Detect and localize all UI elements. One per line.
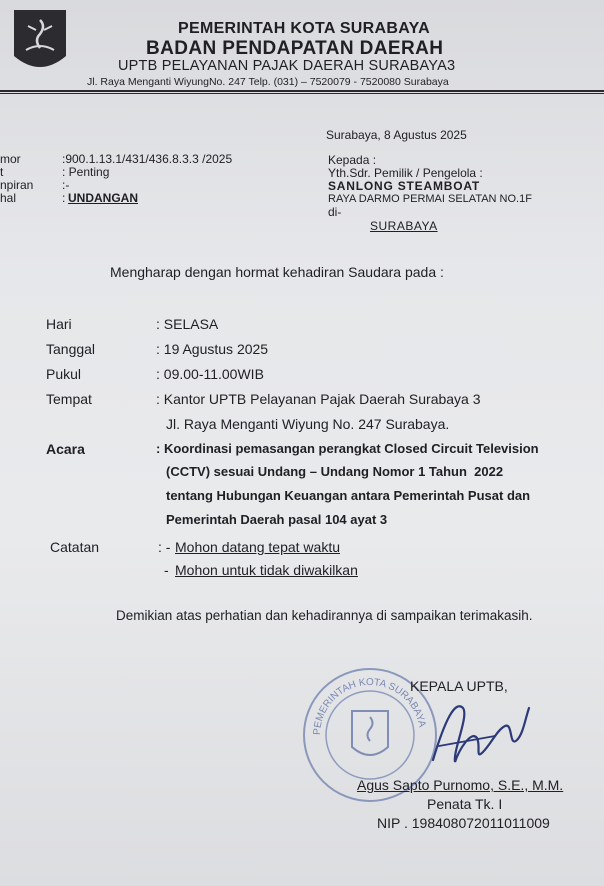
acara-line-2: (CCTV) sesuai Undang – Undang Nomor 1 Tahun 2022 — [166, 464, 504, 479]
acara-line-1: : Koordinasi pemasangan perangkat Closed Circuit Television — [156, 441, 539, 456]
recipient-name: SANLONG STEAMBOAT — [328, 179, 481, 193]
acara-line-3: tentang Hubungan Keuangan antara Pemerintah Pusat dan — [166, 488, 531, 503]
sifat-value: : Penting — [62, 165, 110, 179]
pukul-value: : 09.00-11.00WIB — [156, 366, 264, 382]
hal-label: hal — [0, 191, 17, 205]
letterhead-agency: BADAN PENDAPATAN DAERAH — [146, 38, 444, 59]
nomor-label: mor — [0, 152, 21, 166]
catatan-prefix-1: : - — [158, 539, 171, 555]
catatan-item-1: Mohon datang tepat waktu — [175, 539, 341, 555]
handwritten-signature-icon — [425, 690, 535, 785]
tanggal-label: Tanggal — [46, 341, 96, 357]
hal-value: UNDANGAN — [68, 191, 138, 205]
tempat-value-2: Jl. Raya Menganti Wiyung No. 247 Surabaya. — [166, 416, 450, 432]
catatan-label: Catatan — [50, 539, 100, 555]
signature-name: Agus Sapto Purnomo, S.E., M.M. — [357, 777, 564, 793]
letterhead-rule-thin — [0, 93, 604, 94]
recipient-kepada: Kepada : — [328, 153, 377, 167]
acara-line-4: Pemerintah Daerah pasal 104 ayat 3 — [166, 512, 388, 527]
recipient-city: SURABAYA — [370, 219, 438, 233]
tempat-value-1: : Kantor UPTB Pelayanan Pajak Daerah Surabaya 3 — [156, 391, 481, 407]
letterhead-government: PEMERINTAH KOTA SURABAYA — [178, 20, 430, 37]
pukul-label: Pukul — [46, 366, 82, 382]
signature-title: KEPALA UPTB, — [410, 678, 508, 694]
letterhead-unit: UPTB PELAYANAN PAJAK DAERAH SURABAYA3 — [118, 58, 456, 74]
tanggal-value: : 19 Agustus 2025 — [156, 341, 269, 357]
lampiran-label: npiran — [0, 178, 34, 192]
hari-label: Hari — [46, 316, 72, 332]
hal-colon: : — [62, 191, 66, 205]
recipient-di: di- — [328, 205, 342, 219]
nomor-value: :900.1.13.1/431/436.8.3.3 /2025 — [62, 152, 233, 166]
tempat-label: Tempat — [46, 391, 92, 407]
svg-text:PEMERINTAH KOTA SURABAYA: PEMERINTAH KOTA SURABAYA — [311, 677, 428, 736]
place-date: Surabaya, 8 Agustus 2025 — [326, 128, 467, 142]
opening-text: Mengharap dengan hormat kehadiran Saudara pada : — [110, 264, 444, 280]
hari-value: : SELASA — [156, 316, 219, 332]
closing-text: Demikian atas perhatian dan kehadirannya di sampaikan terimakasih. — [116, 608, 533, 623]
catatan-prefix-2: - — [164, 562, 169, 578]
signature-nip: NIP . 198408072011011009 — [377, 815, 550, 831]
catatan-item-2: Mohon untuk tidak diwakilkan — [175, 562, 358, 578]
sifat-label: t — [0, 165, 4, 179]
acara-label: Acara — [46, 441, 85, 457]
lampiran-value: :- — [62, 178, 70, 192]
recipient-address: RAYA DARMO PERMAI SELATAN NO.1F — [328, 193, 532, 205]
recipient-yth: Yth.Sdr. Pemilik / Pengelola : — [328, 166, 483, 180]
letterhead-address: Jl. Raya Menganti WiyungNo. 247 Telp. (031) – 7520079 - 7520080 Surabaya — [87, 76, 449, 88]
signature-rank: Penata Tk. I — [427, 796, 503, 812]
city-logo-icon — [10, 6, 70, 78]
letterhead-rule — [0, 90, 604, 92]
